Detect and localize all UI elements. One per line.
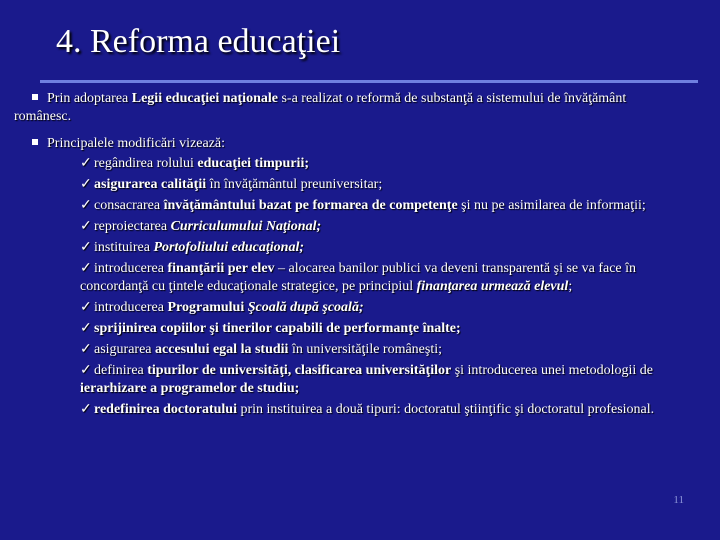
bullet-principalele-modificari: Principalele modificări vizează: — [14, 135, 678, 153]
list-item: ✓ sprijinirea copiilor şi tinerilor capabili de performanţe înalte; — [80, 321, 461, 336]
checkmark-icon: ✓ — [80, 321, 92, 336]
list-item: ✓ introducerea Programului Şcoală după şcoală; — [80, 300, 364, 315]
list-item: ✓ introducerea finanţării per elev – alocarea banilor publici va deveni transparentă şi se va face în concordanţă cu ţintele educaţionale strategice, pe principiul finanţarea urmează elevul; — [80, 261, 637, 294]
checkmark-icon: ✓ — [80, 198, 92, 213]
checkmark-icon: ✓ — [80, 363, 92, 378]
list-item: ✓ reproiectarea Curriculumului Naţional; — [80, 219, 322, 234]
title-divider — [40, 80, 698, 83]
checkmark-icon: ✓ — [80, 240, 92, 255]
list-item: ✓ instituirea Portofoliului educaţional; — [80, 240, 305, 255]
square-bullet-icon — [32, 94, 38, 100]
bullet-legea-educatiei: Prin adoptarea Legii educaţiei naţionale s-a realizat o reformă de substanţă a sistemului de învăţământ românesc. — [14, 91, 627, 124]
checkmark-icon: ✓ — [80, 177, 92, 192]
checkmark-icon: ✓ — [80, 300, 92, 315]
list-item: ✓ regândirea rolului educaţiei timpurii; — [80, 156, 310, 171]
square-bullet-icon — [32, 139, 38, 145]
slide-content — [14, 90, 678, 422]
page-number: 11 — [673, 494, 684, 506]
checkmark-icon: ✓ — [80, 261, 92, 276]
checkmark-icon: ✓ — [80, 219, 92, 234]
list-item: ✓ redefinirea doctoratului prin instituirea a două tipuri: doctoratul ştiinţific şi doctoratul profesional. — [80, 402, 655, 417]
checkmark-icon: ✓ — [80, 156, 92, 171]
checkmark-icon: ✓ — [80, 342, 92, 357]
checkmark-icon: ✓ — [80, 402, 92, 417]
list-item: ✓ definirea tipurilor de universităţi, clasificarea universităţilor şi introducerea unei metodologii de ierarhizare a programelor de studiu; — [80, 363, 653, 396]
list-item: ✓ asigurarea accesului egal la studii în universităţile româneşti; — [80, 342, 443, 357]
modifications-list — [14, 155, 678, 419]
list-item: ✓ consacrarea învăţământului bazat pe formarea de competenţe şi nu pe asimilarea de informaţii; — [80, 198, 646, 213]
list-item: ✓ asigurarea calităţii în învăţământul preuniversitar; — [80, 177, 383, 192]
slide-title: 4. Reforma educaţiei — [56, 23, 341, 60]
